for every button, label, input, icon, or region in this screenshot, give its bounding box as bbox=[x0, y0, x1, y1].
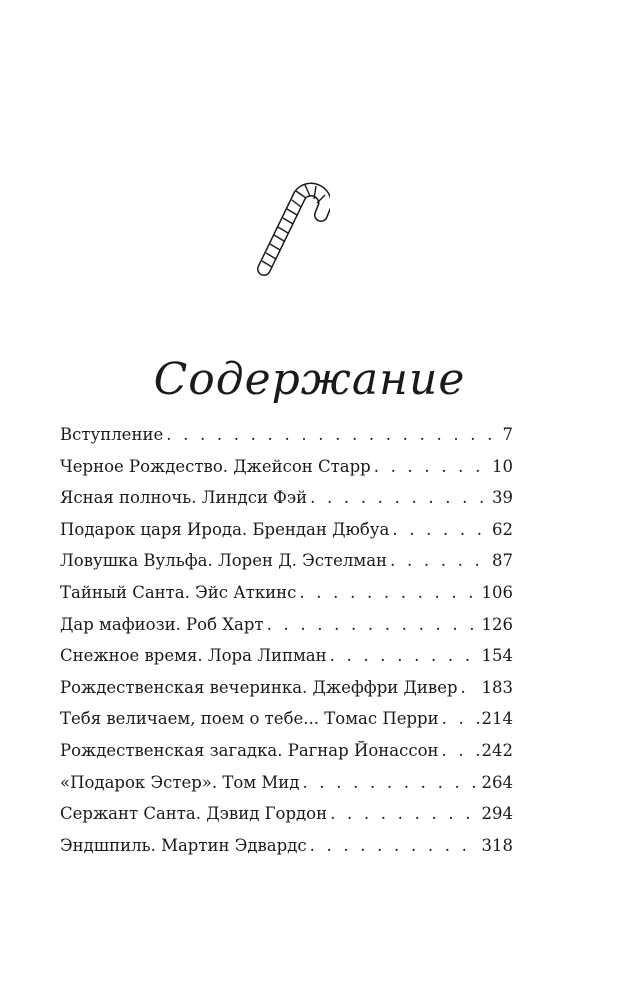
toc-entry bbox=[60, 678, 513, 710]
toc-entry-title: Подарок царя Ирода. Брендан Дюбуа bbox=[60, 519, 390, 539]
toc-entry-title: Дар мафиози. Роб Харт bbox=[60, 614, 264, 634]
toc-entry-page: 318 bbox=[481, 835, 513, 855]
toc-entry bbox=[60, 520, 513, 552]
toc-entry-title: Ясная полночь. Линдси Фэй bbox=[60, 488, 308, 508]
candy-cane-icon bbox=[250, 165, 330, 280]
dot-leader bbox=[390, 551, 489, 570]
toc-entry-page: 183 bbox=[481, 677, 513, 697]
toc-entry-title: Сержант Санта. Дэвид Гордон bbox=[60, 804, 328, 824]
dot-leader bbox=[310, 836, 479, 855]
toc-entry-page: 39 bbox=[492, 488, 513, 508]
toc-entry-page: 10 bbox=[492, 456, 513, 476]
toc-entry-title: Тебя величаем, поем о тебе... Томас Перри bbox=[60, 709, 439, 729]
dot-leader bbox=[330, 646, 479, 665]
toc-entry bbox=[60, 646, 513, 678]
dot-leader bbox=[310, 488, 489, 507]
toc-entry bbox=[60, 773, 513, 805]
toc-entry-page: 154 bbox=[481, 646, 513, 666]
toc-entry-title: Тайный Санта. Эйс Аткинс bbox=[60, 582, 297, 602]
toc-entry-page: 214 bbox=[481, 709, 513, 729]
toc-entry bbox=[60, 741, 513, 773]
toc-entry bbox=[60, 457, 513, 489]
toc-entry-page: 126 bbox=[481, 614, 513, 634]
dot-leader bbox=[302, 773, 478, 792]
toc-entry bbox=[60, 615, 513, 647]
toc-entry-title: Снежное время. Лора Липман bbox=[60, 646, 327, 666]
dot-leader bbox=[267, 615, 479, 634]
toc-entry-title: Ловушка Вульфа. Лорен Д. Эстелман bbox=[60, 551, 388, 571]
toc-entry bbox=[60, 425, 513, 457]
dot-leader bbox=[442, 709, 479, 728]
toc-entry-page: 62 bbox=[492, 519, 513, 539]
toc-entry-title: Эндшпиль. Мартин Эдвардс bbox=[60, 835, 307, 855]
toc-entry bbox=[60, 583, 513, 615]
toc-entry bbox=[60, 836, 513, 868]
toc-entry-page: 106 bbox=[481, 582, 513, 602]
toc-entry-page: 242 bbox=[481, 740, 513, 760]
dot-leader bbox=[392, 520, 489, 539]
toc-entry-page: 7 bbox=[502, 425, 513, 444]
toc-entry-title: Рождественская загадка. Рагнар Йонассон bbox=[60, 740, 439, 760]
toc-entry bbox=[60, 488, 513, 520]
toc-entry-page: 87 bbox=[492, 551, 513, 571]
toc-entry bbox=[60, 804, 513, 836]
toc-entry-page: 294 bbox=[481, 804, 513, 824]
toc-entry-title: Черное Рождество. Джейсон Старр bbox=[60, 456, 371, 476]
dot-leader bbox=[374, 457, 489, 476]
toc-entry-page: 264 bbox=[481, 772, 513, 792]
dot-leader bbox=[166, 425, 499, 444]
dot-leader bbox=[330, 804, 478, 823]
toc-entry-title: Рождественская вечеринка. Джеффри Дивер bbox=[60, 677, 458, 697]
dot-leader bbox=[299, 583, 478, 602]
dot-leader bbox=[442, 741, 479, 760]
table-of-contents bbox=[60, 425, 513, 867]
toc-entry-title: «Подарок Эстер». Том Мид bbox=[60, 772, 300, 792]
toc-entry bbox=[60, 551, 513, 583]
toc-entry-title: Вступление bbox=[60, 425, 164, 444]
toc-entry bbox=[60, 709, 513, 741]
dot-leader bbox=[461, 678, 479, 697]
page-title: Содержание bbox=[153, 354, 466, 406]
